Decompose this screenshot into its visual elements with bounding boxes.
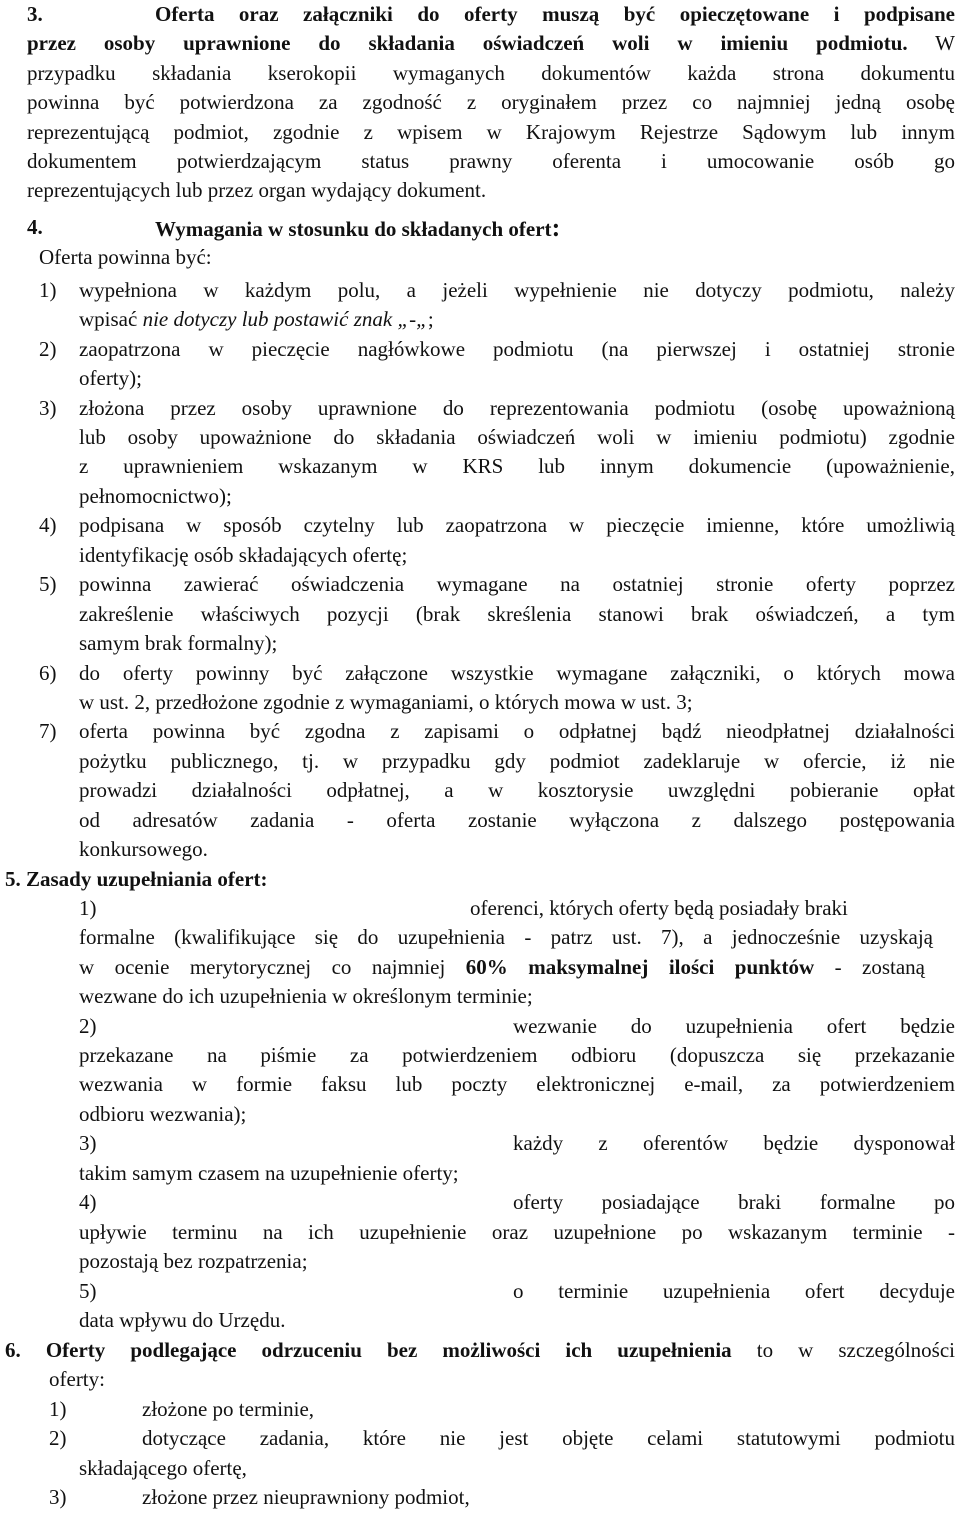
s4-item-1-text: wpisać bbox=[79, 307, 143, 331]
s4-item-2-line-2: oferty); bbox=[79, 366, 142, 390]
s4-item-3-line-3: z uprawnieniem wskazanym w KRS lub innym dokumencie (upoważnienie, bbox=[79, 454, 955, 478]
section-4-heading-text: Wymagania w stosunku do składanych ofert bbox=[155, 217, 552, 241]
s4-item-1-line-1: wypełniona w każdym polu, a jeżeli wypełnienie nie dotyczy podmiotu, należy bbox=[79, 278, 955, 302]
s4-item-7-line-5: konkursowego. bbox=[79, 837, 208, 861]
s5-item-1-line-2: formalne (kwalifikujące się do uzupełnienia - patrz ust. 7), a jednocześnie uzyskają bbox=[79, 925, 933, 949]
s4-item-3-line-4: pełnomocnictwo); bbox=[79, 484, 232, 508]
section-3-line-1: Oferta oraz załączniki do oferty muszą być opieczętowane i podpisane bbox=[155, 2, 955, 26]
s4-item-1-end: ; bbox=[427, 307, 434, 331]
s5-item-4-number: 4) bbox=[79, 1190, 97, 1214]
section-4-number: 4. bbox=[27, 215, 43, 239]
s6-item-2-line-2: składającego ofertę, bbox=[79, 1456, 247, 1480]
section-6-continuation: oferty: bbox=[49, 1367, 105, 1391]
s4-item-5-number: 5) bbox=[39, 572, 57, 596]
section-3-line-4: powinna być potwierdzona za zgodność z oryginałem przez co najmniej jedną osobę bbox=[27, 90, 955, 114]
s5-item-1-line-3 bbox=[79, 953, 925, 982]
s4-item-1-line-2 bbox=[79, 305, 955, 334]
s5-item-2-line-1: wezwanie do uzupełnienia ofert będzie bbox=[513, 1014, 955, 1038]
section-4-intro: Oferta powinna być: bbox=[39, 245, 212, 269]
s4-item-3-line-2: lub osoby upoważnione do składania oświadczeń woli w imieniu podmiotu) zgodnie bbox=[79, 425, 955, 449]
s4-item-4-number: 4) bbox=[39, 513, 57, 537]
s4-item-7-line-3: prowadzi działalności odpłatnej, a w kosztorysie uwzględni pobieranie opłat bbox=[79, 778, 955, 802]
s5-item-2-line-2: przekazane na piśmie za potwierdzeniem odbioru (dopuszcza się przekazanie bbox=[79, 1043, 955, 1067]
s5-item-3-line-2: takim samym czasem na uzupełnienie oferty; bbox=[79, 1161, 459, 1185]
s4-item-4-line-1: podpisana w sposób czytelny lub zaopatrzona w pieczęcie imienne, które umożliwią bbox=[79, 513, 955, 537]
s4-item-1-italic: nie dotyczy lub postawić znak „-„ bbox=[142, 307, 428, 331]
section-5-heading: 5. Zasady uzupełniania ofert: bbox=[5, 867, 268, 891]
s5-item-1-line-4: wezwane do ich uzupełnienia w określonym terminie; bbox=[79, 984, 533, 1008]
s5-item-4-line-1: oferty posiadające braki formalne po bbox=[513, 1190, 955, 1214]
s5-item-1-line-1: oferenci, których oferty będą posiadały braki bbox=[470, 896, 848, 920]
s5-item-2-line-3: wezwania w formie faksu lub poczty elektronicznej e-mail, za potwierdzeniem bbox=[79, 1072, 955, 1096]
s5-item-1-bold: 60% maksymalnej ilości punktów bbox=[465, 955, 815, 979]
s4-item-2-line-1: zaopatrzona w pieczęcie nagłówkowe podmiotu (na pierwszej i ostatniej stronie bbox=[79, 337, 955, 361]
s4-item-6-line-1: do oferty powinny być załączone wszystkie wymagane załączniki, o których mowa bbox=[79, 661, 955, 685]
s4-item-7-number: 7) bbox=[39, 719, 57, 743]
s4-item-6-number: 6) bbox=[39, 661, 57, 685]
s6-item-1-number: 1) bbox=[49, 1397, 67, 1421]
s4-item-5-line-3: samym brak formalny); bbox=[79, 631, 278, 655]
section-3-line-2 bbox=[27, 29, 955, 58]
section-3-line-7: reprezentujących lub przez organ wydający dokument. bbox=[27, 178, 487, 202]
s5-item-3-number: 3) bbox=[79, 1131, 97, 1155]
s4-item-4-line-2: identyfikację osób składających ofertę; bbox=[79, 543, 408, 567]
s4-item-6-line-2: w ust. 2, przedłożone zgodnie z wymaganiami, o których mowa w ust. 3; bbox=[79, 690, 693, 714]
s5-item-3-line-1: każdy z oferentów będzie dysponował bbox=[513, 1131, 955, 1155]
s5-item-2-line-4: odbioru wezwania); bbox=[79, 1102, 247, 1126]
section-4-heading-colon: : bbox=[551, 213, 561, 242]
s6-item-3-text: złożone przez nieuprawniony podmiot, bbox=[142, 1485, 470, 1509]
section-3-line-5: reprezentującą podmiot, zgodnie z wpisem w Krajowym Rejestrze Sądowym lub innym bbox=[27, 120, 955, 144]
s4-item-3-number: 3) bbox=[39, 396, 57, 420]
s6-item-2-line-1: dotyczące zadania, które nie jest objęte celami statutowymi podmiotu bbox=[142, 1426, 955, 1450]
s5-item-5-number: 5) bbox=[79, 1279, 97, 1303]
s6-item-1-text: złożone po terminie, bbox=[142, 1397, 315, 1421]
section-6-heading-bold: 6. Oferty podlegające odrzuceniu bez możliwości ich uzupełnienia bbox=[5, 1338, 732, 1362]
s5-item-2-number: 2) bbox=[79, 1014, 97, 1038]
section-3-bold-text: przez osoby uprawnione do składania oświadczeń woli w imieniu podmiotu. bbox=[27, 31, 908, 55]
s5-item-4-line-3: pozostają bez rozpatrzenia; bbox=[79, 1249, 308, 1273]
s4-item-7-line-1: oferta powinna być zgodna z zapisami o odpłatnej bądź nieodpłatnej działalności bbox=[79, 719, 955, 743]
s6-item-2-number: 2) bbox=[49, 1426, 67, 1450]
section-3-line-2-tail: W bbox=[907, 31, 955, 55]
s4-item-2-number: 2) bbox=[39, 337, 57, 361]
s4-item-5-line-1: powinna zawierać oświadczenia wymagane na ostatniej stronie oferty poprzez bbox=[79, 572, 955, 596]
section-3-line-3: przypadku składania kserokopii wymaganych dokumentów każda strona dokumentu bbox=[27, 61, 955, 85]
section-4-heading bbox=[155, 213, 955, 244]
s5-item-4-line-2: upływie terminu na ich uzupełnienie oraz uzupełnione po wskazanym terminie - bbox=[79, 1220, 955, 1244]
section-6-heading bbox=[5, 1336, 955, 1365]
s5-item-1-number: 1) bbox=[79, 896, 97, 920]
section-3-number: 3. bbox=[27, 2, 43, 26]
section-3-line-6: dokumentem potwierdzającym status prawny oferenta i umocowanie osób go bbox=[27, 149, 955, 173]
s5-item-5-line-2: data wpływu do Urzędu. bbox=[79, 1308, 286, 1332]
s4-item-3-line-1: złożona przez osoby uprawnione do reprezentowania podmiotu (osobę upoważnioną bbox=[79, 396, 955, 420]
section-6-heading-tail: to w szczególności bbox=[731, 1338, 955, 1362]
s4-item-1-number: 1) bbox=[39, 278, 57, 302]
s4-item-7-line-4: od adresatów zadania - oferta zostanie wyłączona z dalszego postępowania bbox=[79, 808, 955, 832]
s5-item-1-tail: - zostaną bbox=[814, 955, 925, 979]
s5-item-5-line-1: o terminie uzupełnienia ofert decyduje bbox=[513, 1279, 955, 1303]
s5-item-1-text: w ocenie merytorycznej co najmniej bbox=[79, 955, 466, 979]
s4-item-5-line-2: zakreślenie właściwych pozycji (brak skreślenia stanowi brak oświadczeń, a tym bbox=[79, 602, 955, 626]
s4-item-7-line-2: pożytku publicznego, tj. w przypadku gdy podmiot zadeklaruje w ofercie, iż nie bbox=[79, 749, 955, 773]
s6-item-3-number: 3) bbox=[49, 1485, 67, 1509]
